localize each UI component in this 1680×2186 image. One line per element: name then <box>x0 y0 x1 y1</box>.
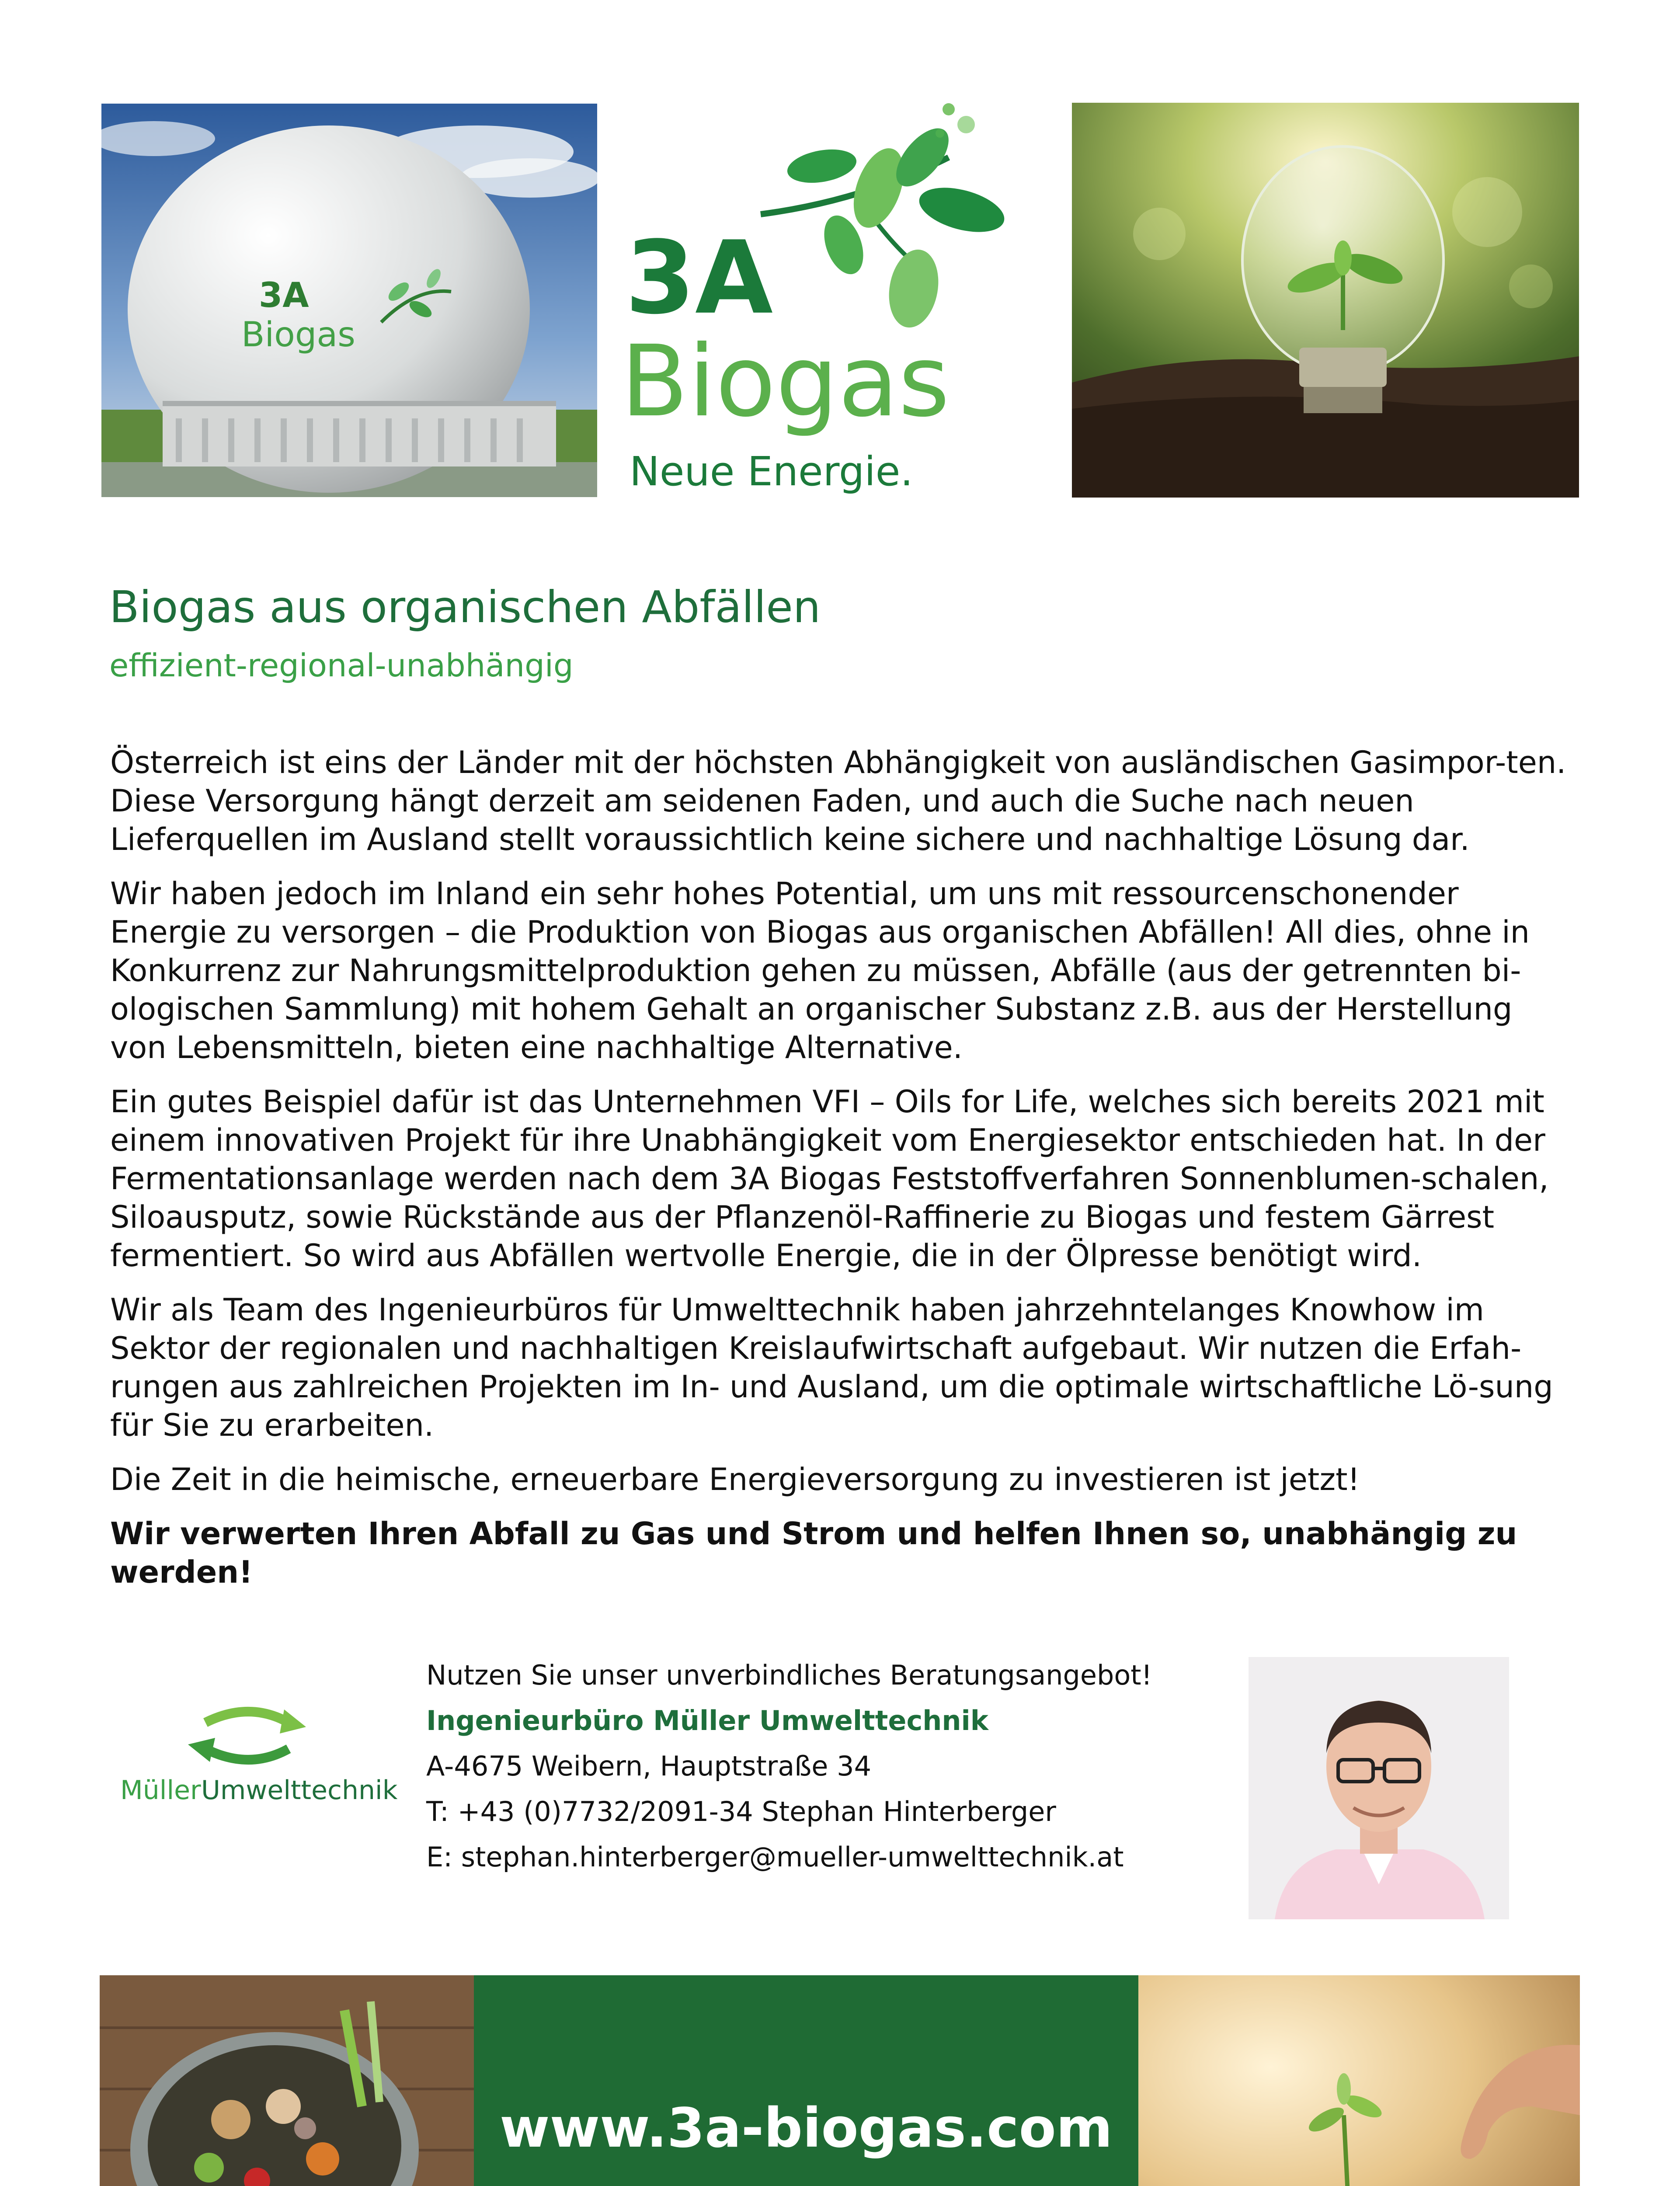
svg-text:Umwelttechnik: Umwelttechnik <box>201 1775 398 1806</box>
address: A-4675 Weibern, Hauptstraße 34 <box>426 1750 872 1782</box>
page-subtitle: effizient-regional-unabhängig <box>109 647 574 684</box>
company-name: Ingenieurbüro Müller Umwelttechnik <box>426 1705 988 1737</box>
biogas-dome-photo <box>101 104 597 497</box>
svg-text:Müller: Müller <box>120 1775 201 1806</box>
svg-text:Biogas: Biogas <box>241 315 355 355</box>
website-banner <box>474 1975 1138 2186</box>
consultation-offer: Nutzen Sie unser unverbindliches Beratungsangebot! <box>426 1659 1152 1691</box>
3a-biogas-logo <box>616 101 1054 503</box>
compost-bucket-photo <box>100 1975 474 2186</box>
contact-block <box>426 1653 1152 1880</box>
paragraph: Österreich ist eins der Länder mit der höchsten Abhängigkeit von ausländischen Gasimpor-ten. Diese Versorgung hängt derzeit am seidenen Faden, und auch die Suche nach neuen Lieferquellen im Ausland stellt voraussichtlich keine sichere und nachhaltige Lösung dar. <box>110 745 1566 857</box>
paragraph: Ein gutes Beispiel dafür ist das Unternehmen VFI – Oils for Life, welches sich bereits 2021 mit einem innovativen Projekt für ihre Unabhängigkeit vom Energiesektor entschieden hat. In der Fermentationsanlage werden nach dem 3A Biogas Feststoffverfahren Sonnenblumen-schalen, Siloausputz, sowie Rückstände aus der Pflanzenöl-Raffinerie zu Biogas und festem Gärrest fermentiert. So wird aus Abfällen wertvolle Energie, die in der Ölpresse benötigt wird. <box>110 1084 1549 1274</box>
email: E: stephan.hinterberger@mueller-umwelttechnik.at <box>426 1841 1124 1873</box>
body-text <box>110 743 1575 1607</box>
page-title: Biogas aus organischen Abfällen <box>109 581 821 633</box>
svg-text:Biogas: Biogas <box>621 324 950 439</box>
light-bulb-sprout-photo <box>1072 103 1579 498</box>
bold-statement: Wir verwerten Ihren Abfall zu Gas und Strom und helfen Ihnen so, unabhängig zu werden! <box>110 1516 1517 1590</box>
svg-text:3A: 3A <box>259 276 309 315</box>
paragraph: Die Zeit in die heimische, erneuerbare Energieversorgung zu investieren ist jetzt! <box>110 1462 1360 1497</box>
paragraph: Wir als Team des Ingenieurbüros für Umwelttechnik haben jahrzehntelanges Knowhow im Sektor der regionalen und nachhaltigen Kreislaufwirtschaft aufgebaut. Wir nutzen die Erfah-rungen aus zahlreichen Projekten im In- und Ausland, um die optimale wirtschaftliche Lö-sung für Sie zu erarbeiten. <box>110 1292 1553 1443</box>
svg-text:Neue Energie.: Neue Energie. <box>630 448 913 495</box>
svg-text:3A: 3A <box>625 220 773 337</box>
hand-planting-photo <box>1138 1975 1580 2186</box>
mueller-umwelttechnik-logo <box>118 1696 415 1806</box>
contact-portrait <box>1249 1657 1509 1919</box>
paragraph: Wir haben jedoch im Inland ein sehr hohes Potential, um uns mit ressourcenschonender Energie zu versorgen – die Produktion von Biogas aus organischen Abfällen! All dies, ohne in Konkurrenz zur Nahrungsmittelproduktion gehen zu müssen, Abfälle (aus der getrennten bi-ologischen Sammlung) mit hohem Gehalt an organischer Substanz z.B. aus der Herstellung von Lebensmitteln, bieten eine nachhaltige Alternative. <box>110 876 1530 1065</box>
website-url[interactable]: www.3a-biogas.com <box>500 2097 1113 2160</box>
phone: T: +43 (0)7732/2091-34 Stephan Hinterberger <box>426 1796 1056 1827</box>
recycle-arrow-icon <box>205 1712 289 1723</box>
